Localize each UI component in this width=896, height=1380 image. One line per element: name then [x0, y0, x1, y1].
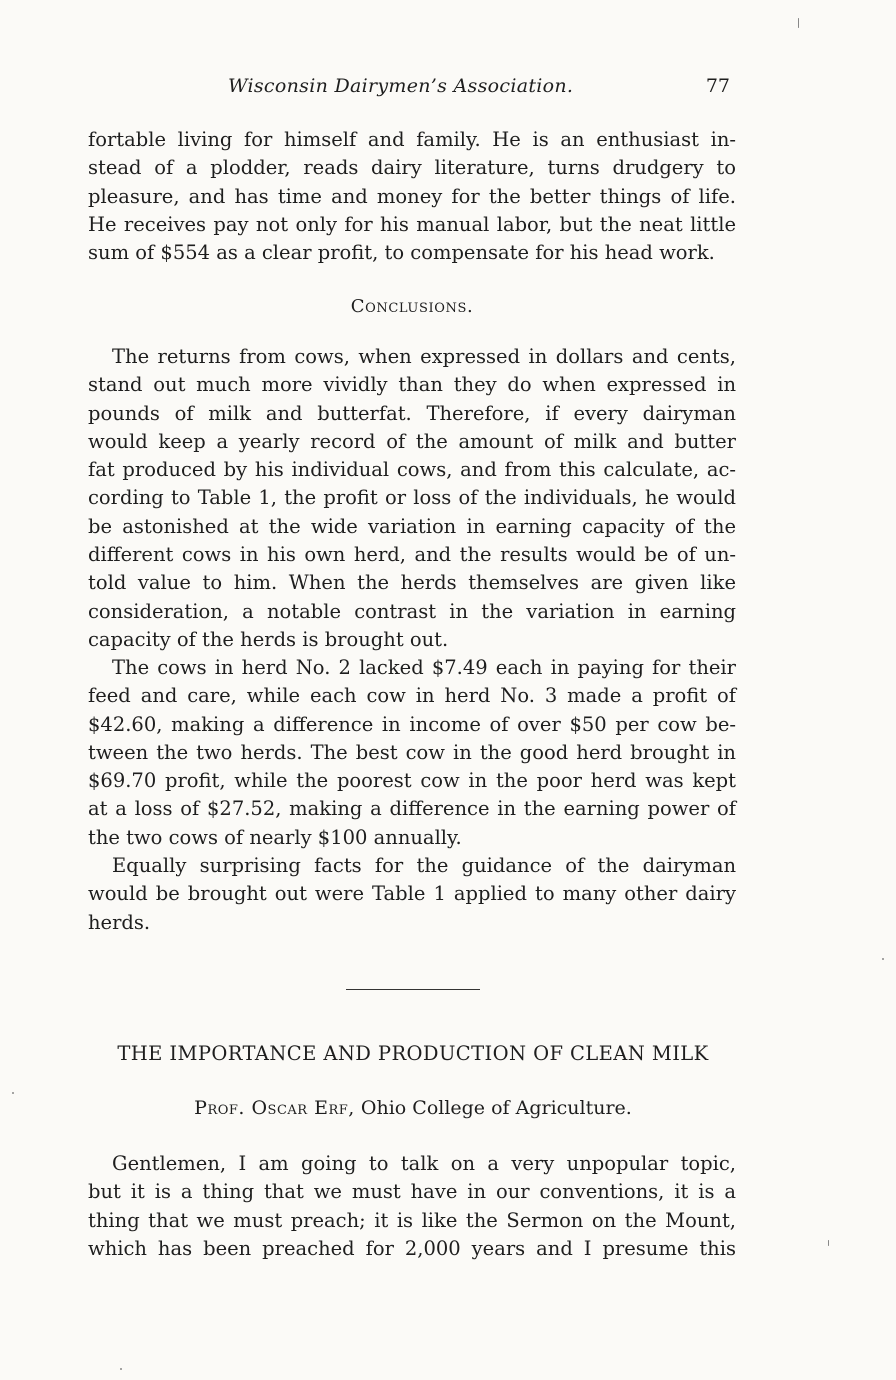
text-line: fat produced by his individual cows, and from this calculate, ac-	[88, 458, 736, 482]
text-line: consideration, a notable contrast in the variation in earning	[88, 599, 736, 623]
text-line: stead of a plodder, reads dairy literature, turns drudgery to	[88, 156, 736, 180]
text-line: but it is a thing that we must have in our conventions, it is a	[88, 1180, 736, 1204]
text-line: Equally surprising facts for the guidance of the dairyman	[112, 854, 736, 877]
text-line: $69.70 profit, while the poorest cow in the poor herd was kept	[88, 769, 736, 793]
scan-speck	[120, 1368, 122, 1370]
text-line: different cows in his own herd, and the results would be of un-	[88, 543, 736, 567]
text-line: stand out much more vividly than they do when expressed in	[88, 373, 736, 397]
text-line: pounds of milk and butterfat. Therefore, if every dairyman	[88, 401, 736, 425]
text-line: The cows in herd No. 2 lacked $7.49 each in paying for their	[112, 656, 736, 679]
text-line: feed and care, while each cow in herd No. 3 made a profit of	[88, 684, 736, 708]
paragraph-conclusions-3	[88, 852, 736, 937]
scan-speck	[798, 18, 799, 28]
author-name: Prof. Oscar Erf,	[194, 1097, 355, 1119]
article-title: THE IMPORTANCE AND PRODUCTION OF CLEAN MILK	[117, 1042, 709, 1065]
text-line: would be brought out were Table 1 applied to many other dairy	[88, 882, 736, 906]
scan-speck	[12, 1092, 14, 1094]
scan-speck	[828, 1240, 829, 1246]
text-line: capacity of the herds is brought out.	[88, 627, 449, 651]
paragraph-conclusions-1	[88, 343, 736, 654]
author-affiliation: Ohio College of Agriculture.	[360, 1097, 632, 1119]
page-number: 77	[705, 75, 730, 97]
paragraph-article-opening	[88, 1150, 736, 1263]
text-line: would keep a yearly record of the amount of milk and butter	[88, 429, 736, 453]
text-line: Gentlemen, I am going to talk on a very unpopular topic,	[112, 1152, 736, 1175]
text-line: cording to Table 1, the profit or loss of the individuals, he would	[88, 486, 736, 510]
section-heading-conclusions: Conclusions.	[350, 296, 474, 317]
text-line: fortable living for himself and family. He is an enthusiast in-	[88, 128, 736, 151]
text-line: thing that we must preach; it is like the Sermon on the Mount,	[88, 1208, 736, 1232]
text-line: be astonished at the wide variation in earning capacity of the	[88, 514, 736, 538]
running-title: Wisconsin Dairymen’s Association.	[228, 75, 574, 97]
text-line: at a loss of $27.52, making a difference in the earning power of	[88, 797, 736, 821]
paragraph-conclusions-2	[88, 654, 736, 852]
paragraph-continuation	[88, 126, 736, 267]
text-line: sum of $554 as a clear profit, to compensate for his head work.	[88, 241, 715, 265]
text-line: told value to him. When the herds themselves are given like	[88, 571, 736, 595]
text-line: the two cows of nearly $100 annually.	[88, 825, 462, 849]
scan-speck	[882, 958, 884, 960]
text-line: herds.	[88, 910, 151, 934]
text-line: pleasure, and has time and money for the better things of life.	[88, 184, 736, 208]
text-line: He receives pay not only for his manual labor, but the neat little	[88, 212, 736, 236]
text-line: which has been preached for 2,000 years and I presume this	[88, 1236, 736, 1260]
section-divider-rule	[346, 989, 480, 990]
text-line: The returns from cows, when expressed in dollars and cents,	[112, 345, 736, 368]
text-line: tween the two herds. The best cow in the good herd brought in	[88, 740, 736, 764]
article-byline	[88, 1097, 738, 1119]
text-line: $42.60, making a difference in income of over $50 per cow be-	[88, 712, 736, 736]
